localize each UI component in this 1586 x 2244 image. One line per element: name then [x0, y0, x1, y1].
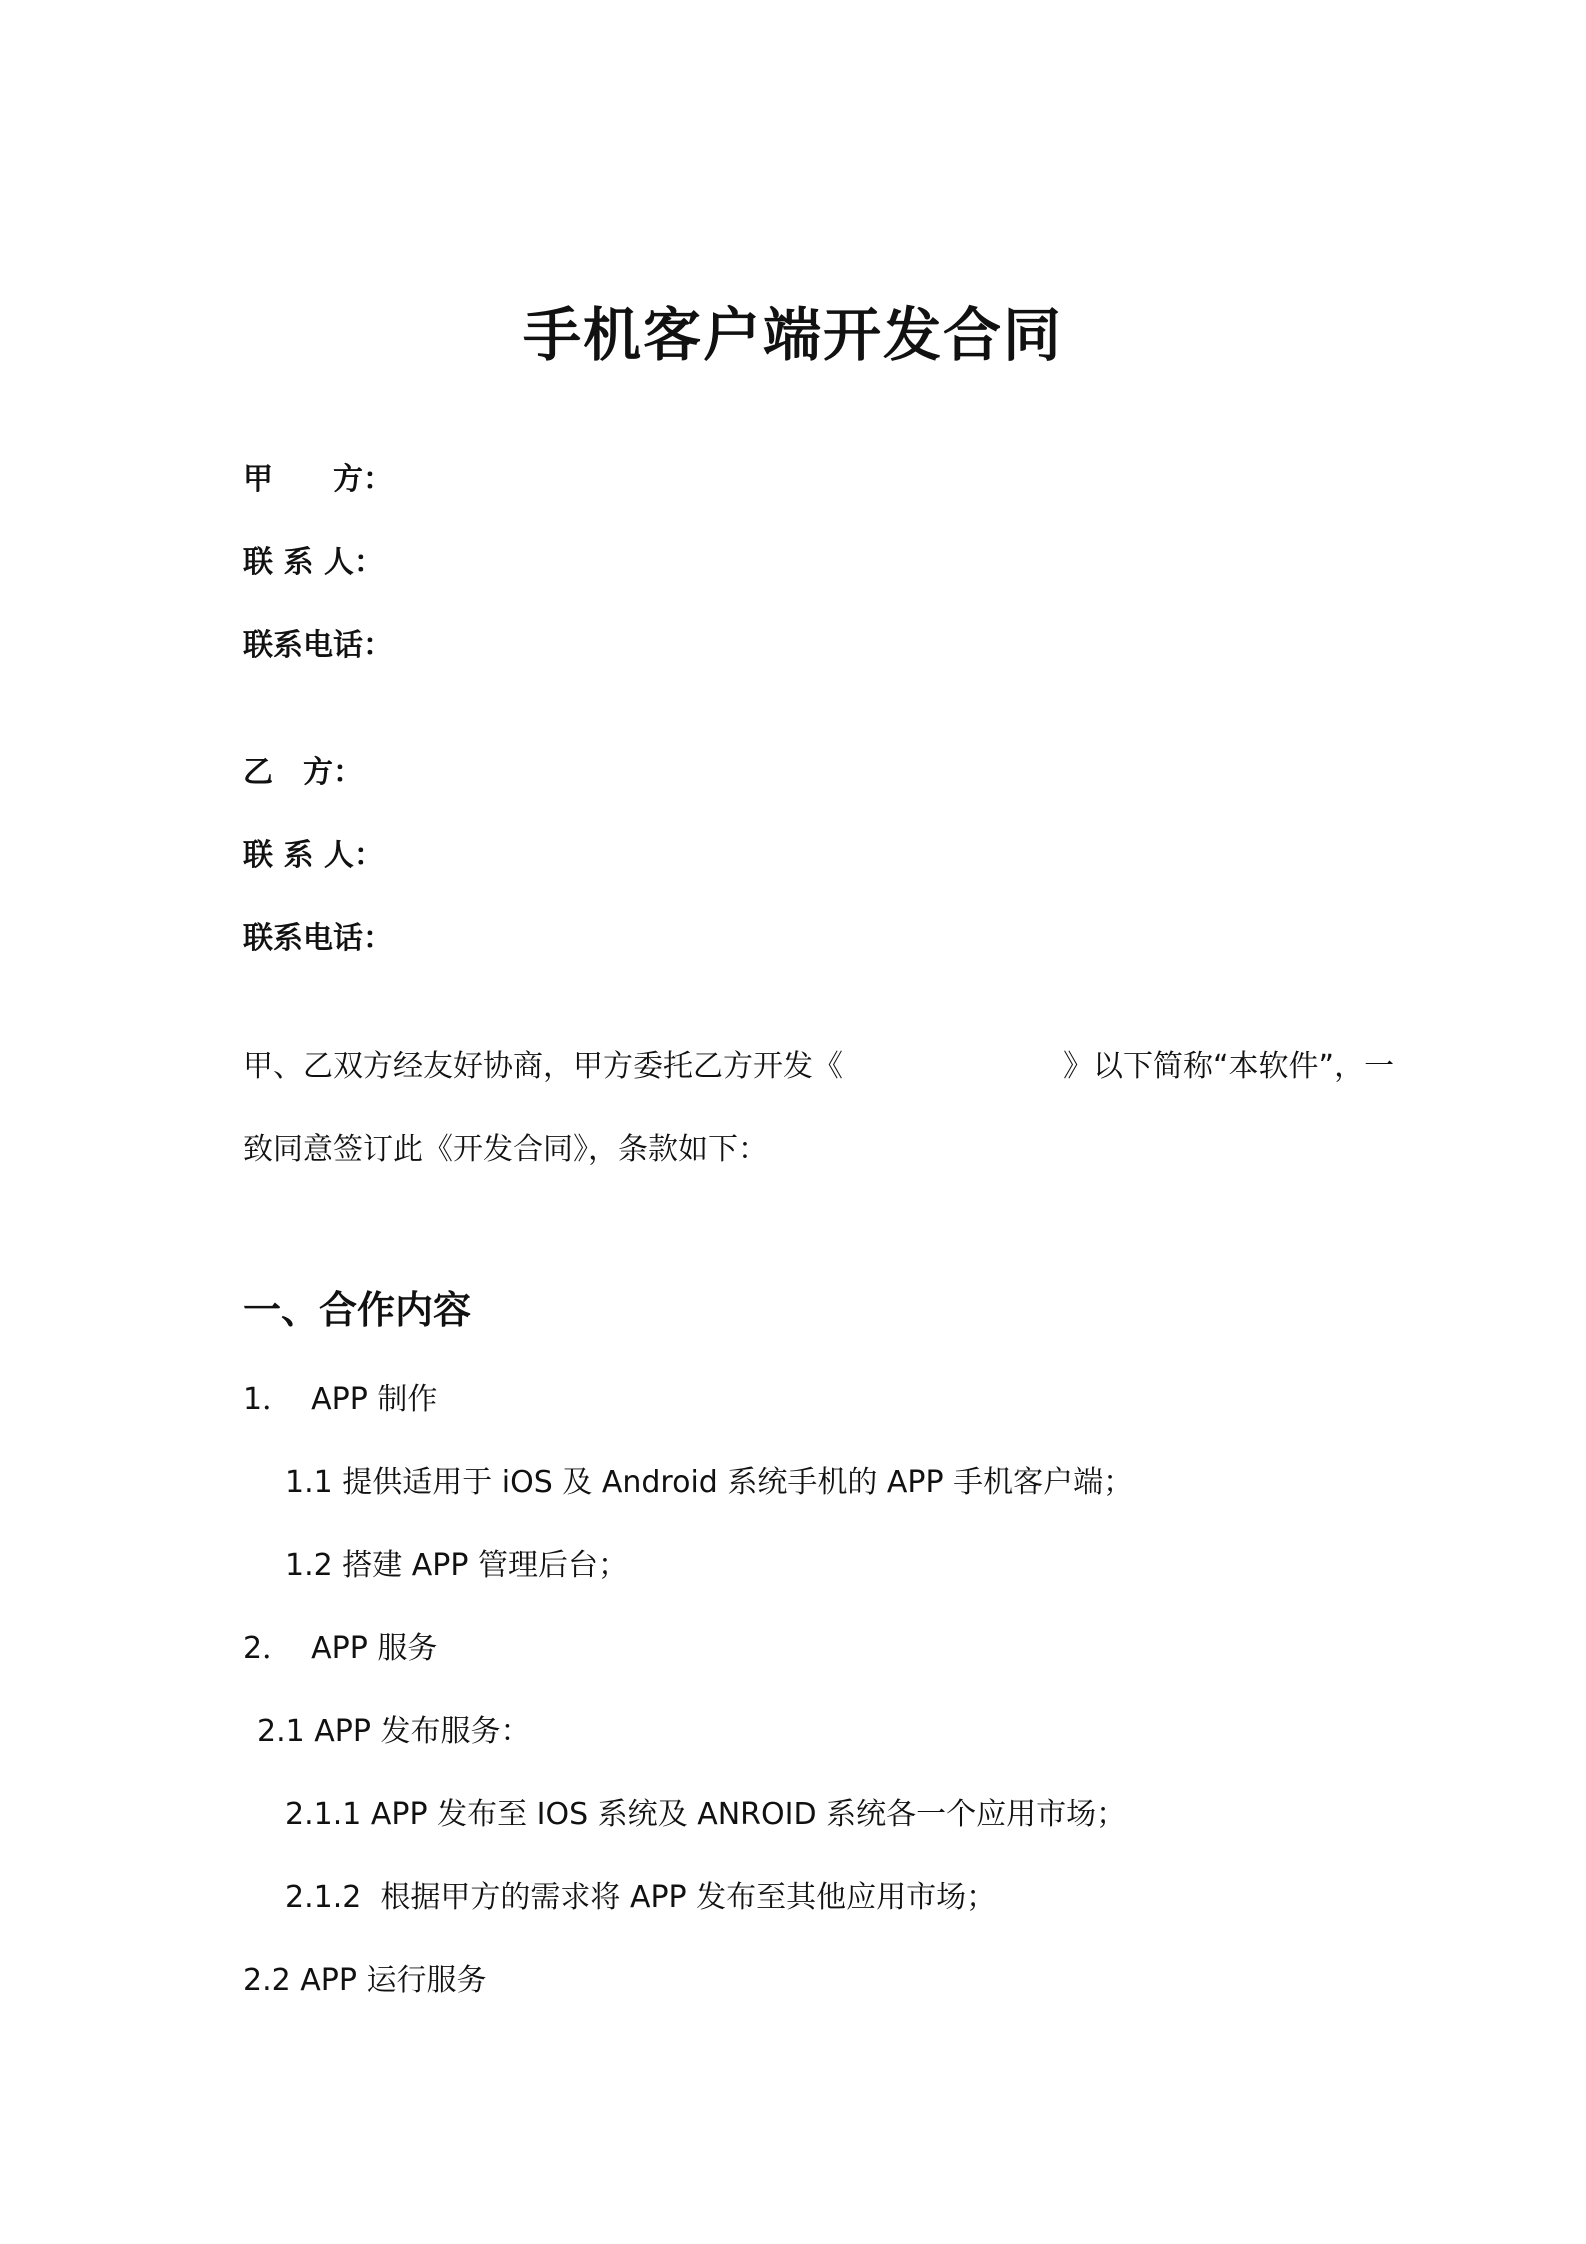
list-item: 2.2 APP 运行服务	[243, 1963, 487, 1998]
party-a-contact-label: 联 系 人：	[243, 545, 384, 580]
party-b-phone-label: 联系电话：	[243, 921, 393, 956]
list-item: 2.1.1 APP 发布至 IOS 系统及 ANROID 系统各一个应用市场；	[285, 1797, 1127, 1832]
list-item: 2． APP 服务	[243, 1631, 438, 1666]
party-b-contact-label: 联 系 人：	[243, 838, 384, 873]
document-title: 手机客户端开发合同	[522, 301, 1063, 369]
preamble-text-before: 甲、乙双方经友好协商，甲方委托乙方开发《	[243, 1049, 843, 1084]
section-heading: 一、合作内容	[243, 1288, 472, 1332]
party-b-name-label: 乙 方：	[243, 755, 363, 790]
party-a-phone-label: 联系电话：	[243, 628, 393, 663]
list-item: 1． APP 制作	[243, 1382, 438, 1417]
preamble-text-after: 》以下简称“本软件”，一	[1063, 1049, 1395, 1084]
list-item: 2.1.2 根据甲方的需求将 APP 发布至其他应用市场；	[285, 1880, 997, 1915]
list-item: 1.1 提供适用于 iOS 及 Android 系统手机的 APP 手机客户端；	[285, 1465, 1134, 1500]
preamble-line-1	[243, 1047, 1394, 1087]
party-a-name-label: 甲 方：	[243, 462, 393, 497]
preamble-line-2: 致同意签订此《开发合同》，条款如下：	[243, 1132, 768, 1167]
list-item: 1.2 搭建 APP 管理后台；	[285, 1548, 629, 1583]
list-item: 2.1 APP 发布服务：	[257, 1714, 531, 1749]
